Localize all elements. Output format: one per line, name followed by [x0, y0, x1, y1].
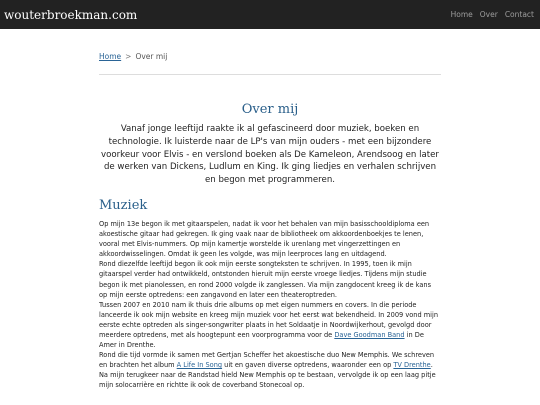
nav-links — [451, 10, 534, 19]
section-title-muziek: Muziek — [99, 197, 148, 213]
page-title: Over mij — [241, 102, 299, 117]
breadcrumb-home-link[interactable]: Home — [99, 52, 122, 61]
breadcrumb-current: Over mij — [135, 52, 168, 61]
muziek-body — [99, 219, 441, 391]
top-navbar — [0, 0, 540, 29]
paragraph-2: Rond diezelfde leeftijd begon ik ook mijn eerste songteksten te schrijven. In 1995, toen ik mijn gitaarspel verder had ontwikkeld, ontstonden hieruit mijn eerste vroege liedjes. Tijdens mijn studie begon ik met pianolessen, en rond 2000 volgde ik zanglessen. Via mijn zangdocent kreeg ik de kans op mijn eerste optredens: een zangavond en later een theateroptreden. — [99, 260, 432, 299]
paragraph-4 — [99, 350, 441, 390]
paragraph-4-text-a: Rond die tijd vormde ik samen met Gertjan Scheffer het akoestische duo New Memphis. We schreven en brachten het album — [99, 351, 435, 370]
breadcrumb — [99, 49, 441, 64]
intro-lead: Vanaf jonge leeftijd raakte ik al gefascineerd door muziek, boeken en technologie. Ik luisterde naar de LP's van mijn ouders - met een bijzondere voorkeur voor Elvis - en verslond boeken als De Kameleon, Arendsoog en later de werken van Dickens, Ludlum en King. Ik ging liedjes en verhalen schrijven en begon met programmeren. — [101, 124, 439, 186]
paragraph-3-text-b: in De Amer in Drenthe. — [99, 331, 424, 350]
paragraph-3 — [99, 300, 441, 350]
paragraph-4-text-c: . Na mijn terugkeer naar de Randstad hield New Memphis op te bestaan, vervolgde ik op een laag pitje mijn solocarrière en richtte ik ook de coverband Stonecoal op. — [99, 361, 436, 390]
main-content — [99, 29, 441, 391]
nav-link-contact[interactable]: Contact — [504, 10, 534, 19]
site-brand[interactable]: wouterbroekman.com — [4, 7, 138, 22]
dave-goodman-band-link[interactable]: Dave Goodman Band — [334, 331, 405, 340]
a-life-in-song-link[interactable]: A Life In Song — [176, 361, 223, 370]
tv-drenthe-link[interactable]: TV Drenthe — [393, 361, 431, 370]
paragraph-4-text-b: uit en gaven diverse optredens, waaronder een op — [222, 361, 394, 370]
nav-link-over[interactable]: Over — [479, 10, 498, 19]
paragraph-1: Op mijn 13e begon ik met gitaarspelen, nadat ik voor het behalen van mijn basisschooldiploma een akoestische gitaar had gekregen. Ik ging vaak naar de bibliotheek om akkoordenboekjes te lenen, vooral met Elvis-nummers. Op mijn kamertje worstelde ik urenlang met vingerzettingen en akkoordwisselingen. Omdat ik geen les volgde, was mijn leerproces lang en uitdagend. — [99, 219, 430, 259]
paragraph-3-text-a: Tussen 2007 en 2010 nam ik thuis drie albums op met eigen nummers en covers. In die periode lanceerde ik ook mijn website en kreeg mijn muziek voor het eerst wat bekendheid. In 2009 vond mijn eerste echte optreden als singer-songwriter plaats in het Soldaatje in Noordwijkerhout, gevolgd door meerdere optredens, met als hoogtepunt een voorprogramma voor de — [99, 300, 438, 340]
breadcrumb-divider — [99, 74, 441, 75]
nav-link-home[interactable]: Home — [450, 10, 473, 19]
breadcrumb-separator: > — [125, 52, 132, 61]
